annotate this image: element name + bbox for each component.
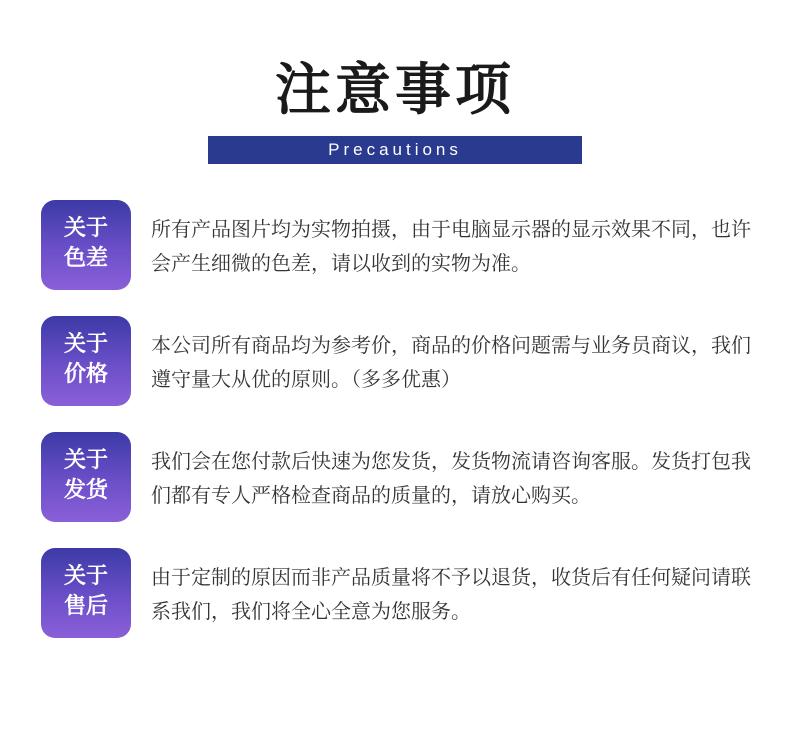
notice-badge — [41, 548, 131, 638]
badge-line-1: 关于 — [63, 216, 108, 241]
page-title: 注意事项 — [275, 58, 515, 123]
notice-text: 所有产品图片均为实物拍摄，由于电脑显示器的显示效果不同，也许会产生细微的色差，请以收到的实物为准。 — [151, 217, 751, 275]
notice-badge — [41, 316, 131, 406]
notice-badge — [41, 432, 131, 522]
notice-badge — [41, 200, 131, 290]
notice-text: 本公司所有商品均为参考价，商品的价格问题需与业务员商议，我们遵守量大从优的原则。（多多优惠） — [151, 333, 751, 391]
badge-line-1: 关于 — [63, 332, 108, 357]
notice-text: 我们会在您付款后快速为您发货，发货物流请咨询客服。发货打包我们都有专人严格检查商品的质量的，请放心购买。 — [151, 449, 751, 507]
notice-item-shipping — [41, 432, 761, 522]
notice-item-price — [41, 316, 761, 406]
badge-line-2: 价格 — [63, 362, 108, 387]
badge-line-1: 关于 — [63, 448, 108, 473]
notice-item-color-difference — [41, 200, 761, 290]
subtitle-banner: Precautions — [208, 136, 582, 164]
notice-text: 由于定制的原因而非产品质量将不予以退货，收货后有任何疑问请联系我们，我们将全心全意为您服务。 — [151, 565, 751, 623]
badge-line-2: 发货 — [63, 478, 108, 503]
notice-item-after-sales — [41, 548, 761, 638]
badge-line-2: 色差 — [63, 246, 108, 271]
badge-line-1: 关于 — [63, 564, 108, 589]
badge-line-2: 售后 — [63, 594, 108, 619]
